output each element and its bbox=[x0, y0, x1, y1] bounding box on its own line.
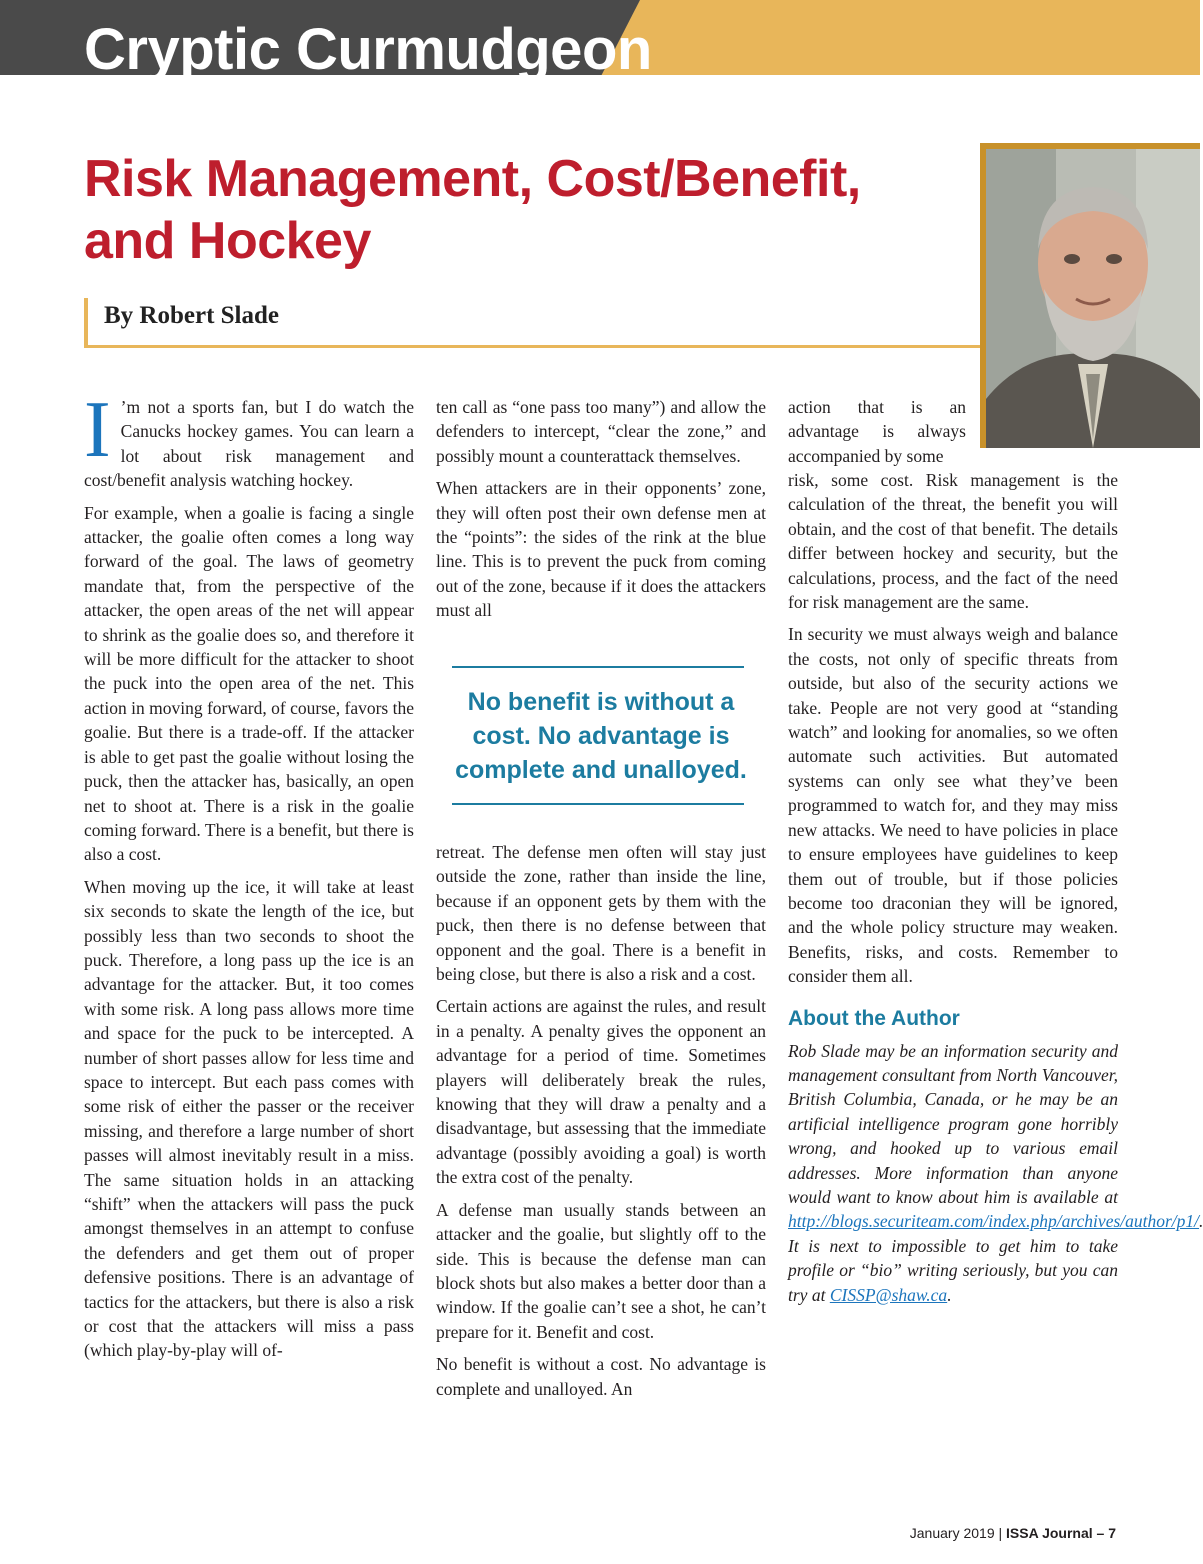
author-photo bbox=[980, 143, 1200, 448]
drop-cap: I bbox=[84, 386, 111, 474]
article-paragraph: For example, when a goalie is facing a single attacker, the goalie often comes a long way forward of the goal. The laws of geometry mandate that, from the perspective of the attacker, the open areas of the net will appear to shrink as the goalie does so, and therefore it will be more difficult for the attacker to shoot the puck into the open area of the net. This action in moving forward, of course, favors the goalie. But there is a trade-off. If the attacker is able to get past the goalie without losing the puck, then the attacker has, basically, an open net to shoot at. There is a risk in the goalie coming forward. There is a benefit, but there is also a cost. bbox=[84, 502, 414, 865]
article-paragraph: A defense man usually stands between an attacker and the goalie, but slightly off to the side. This is because the defense man can block shots but also makes a better door than a window. If the goalie can’t see a shot, he can’t prepare for it. Benefit and cost. bbox=[436, 1199, 766, 1342]
bio-text: . It is next to impossible to get him to take profile or “bio” writing seriously, but you can try at bbox=[788, 1211, 1203, 1305]
bio-text: . bbox=[947, 1284, 952, 1305]
article-paragraph: When attackers are in their opponents’ zone, they will often post their own defense men at the “points”: the sides of the rink at the blue line. This is to prevent the puck from coming out of the zone, because if it does the attackers must all bbox=[436, 478, 766, 621]
pull-quote-top-rule bbox=[452, 666, 744, 668]
article-paragraph: In security we must always weigh and balance the costs, not only of specific threats from outside, but also of the security actions we take. People are not very good at “standing watch” and looking for anomalies, so we often automate such activities. But automated systems can only see what they’ve been programmed to watch for, and they may miss new attacks. We need to have policies in place to ensure employees have guidelines to keep them out of trouble, but if those policies become too draconian they will be ignored, and the whole policy structure may weaken. Benefits, risks, and costs. Remember to consider them all. bbox=[788, 624, 1118, 987]
article-paragraph: risk, some cost. Risk management is the calculation of the threat, the benefit you will obtain, and the cost of that benefit. The details differ between hockey and security, but the calculations, process, and the fact of the need for risk management are the same. bbox=[788, 470, 1118, 613]
author-byline: By Robert Slade bbox=[104, 302, 279, 329]
author-email-link[interactable]: CISSP@shaw.ca bbox=[829, 1284, 948, 1305]
article-column-3-narrow bbox=[788, 395, 966, 476]
article-column-3 bbox=[788, 468, 1203, 1315]
bio-text: Rob Slade may be an information security and management consultant from North Vancouver, British Columbia, Canada, or he may be an artificial intelligence program gone horribly wrong, and hooked up to various email addresses. More information than anyone would want to know about him is available at bbox=[788, 1040, 1118, 1207]
author-blog-link[interactable]: http://blogs.securiteam.com/index.php/archives/author/p1/ bbox=[788, 1211, 1200, 1232]
byline-accent-bar bbox=[84, 298, 88, 347]
article-paragraph: retreat. The defense men often will stay just outside the zone, rather than inside the line, because if an opponent gets by them with the puck, then there is no defense between that opponent and the goal. There is a benefit in being close, but there is also a risk and a cost. bbox=[436, 842, 766, 985]
article-paragraph: When moving up the ice, it will take at least six seconds to skate the length of the ice, but possibly less than two seconds to shoot the puck. Therefore, a long pass up the ice is an advantage for the attacker. But, it too comes with some risk. A long pass allows more time and space for the puck to be intercepted. A number of short passes allow for less time and space to intercept. But each pass comes with some risk of either the passer or the receiver missing, and therefore a large number of short passes will almost inevitably result in a miss. The same situation holds in an attacking “shift” when the attackers will pass the puck amongst themselves in an attempt to confuse the defenders and get them out of proper defensive positions. There is an advantage of tactics for the attackers, but there is also a risk or cost that the attackers will miss a pass (which play-by-play will of- bbox=[84, 876, 414, 1361]
article-headline: Risk Management, Cost/Benefit, and Hockey bbox=[84, 150, 861, 270]
article-column-1 bbox=[84, 386, 414, 1371]
article-paragraph: No benefit is without a cost. No advantage is complete and unalloyed. An bbox=[436, 1354, 766, 1399]
article-paragraph-narrow: action that is an advantage is always accompanied by some bbox=[788, 397, 966, 466]
about-author-heading: About the Author bbox=[788, 1006, 960, 1030]
article-paragraph: ten call as “one pass too many”) and allow the defenders to intercept, “clear the zone,” and possibly mount a counterattack themselves. bbox=[436, 397, 766, 466]
pull-quote-bottom-rule bbox=[452, 803, 744, 805]
page-footer bbox=[910, 1524, 1116, 1542]
section-title: Cryptic Curmudgeon bbox=[84, 17, 652, 82]
author-portrait-image bbox=[986, 149, 1200, 448]
paragraph-text: ’m not a sports fan, but I do watch the Canucks hockey games. You can learn a lot about risk management and cost/benefit analysis watching hockey. bbox=[84, 397, 414, 491]
author-bio bbox=[788, 1039, 1203, 1307]
article-paragraph bbox=[84, 386, 414, 493]
byline-divider bbox=[84, 345, 980, 348]
article-column-2-bottom bbox=[436, 840, 766, 1409]
article-column-2-top bbox=[436, 395, 766, 631]
pull-quote: No benefit is without a cost. No advantage is complete and unalloyed. bbox=[455, 688, 747, 784]
journal-page-number: ISSA Journal – 7 bbox=[1006, 1525, 1116, 1541]
article-paragraph: Certain actions are against the rules, and result in a penalty. A penalty gives the opponent an advantage for a period of time. Sometimes players will deliberately break the rules, knowing that they will draw a penalty and a disadvantage, but assessing that the immediate advantage (possibly avoiding a goal) is worth the extra cost of the penalty. bbox=[436, 996, 766, 1188]
issue-date: January 2019 | bbox=[909, 1525, 1007, 1541]
